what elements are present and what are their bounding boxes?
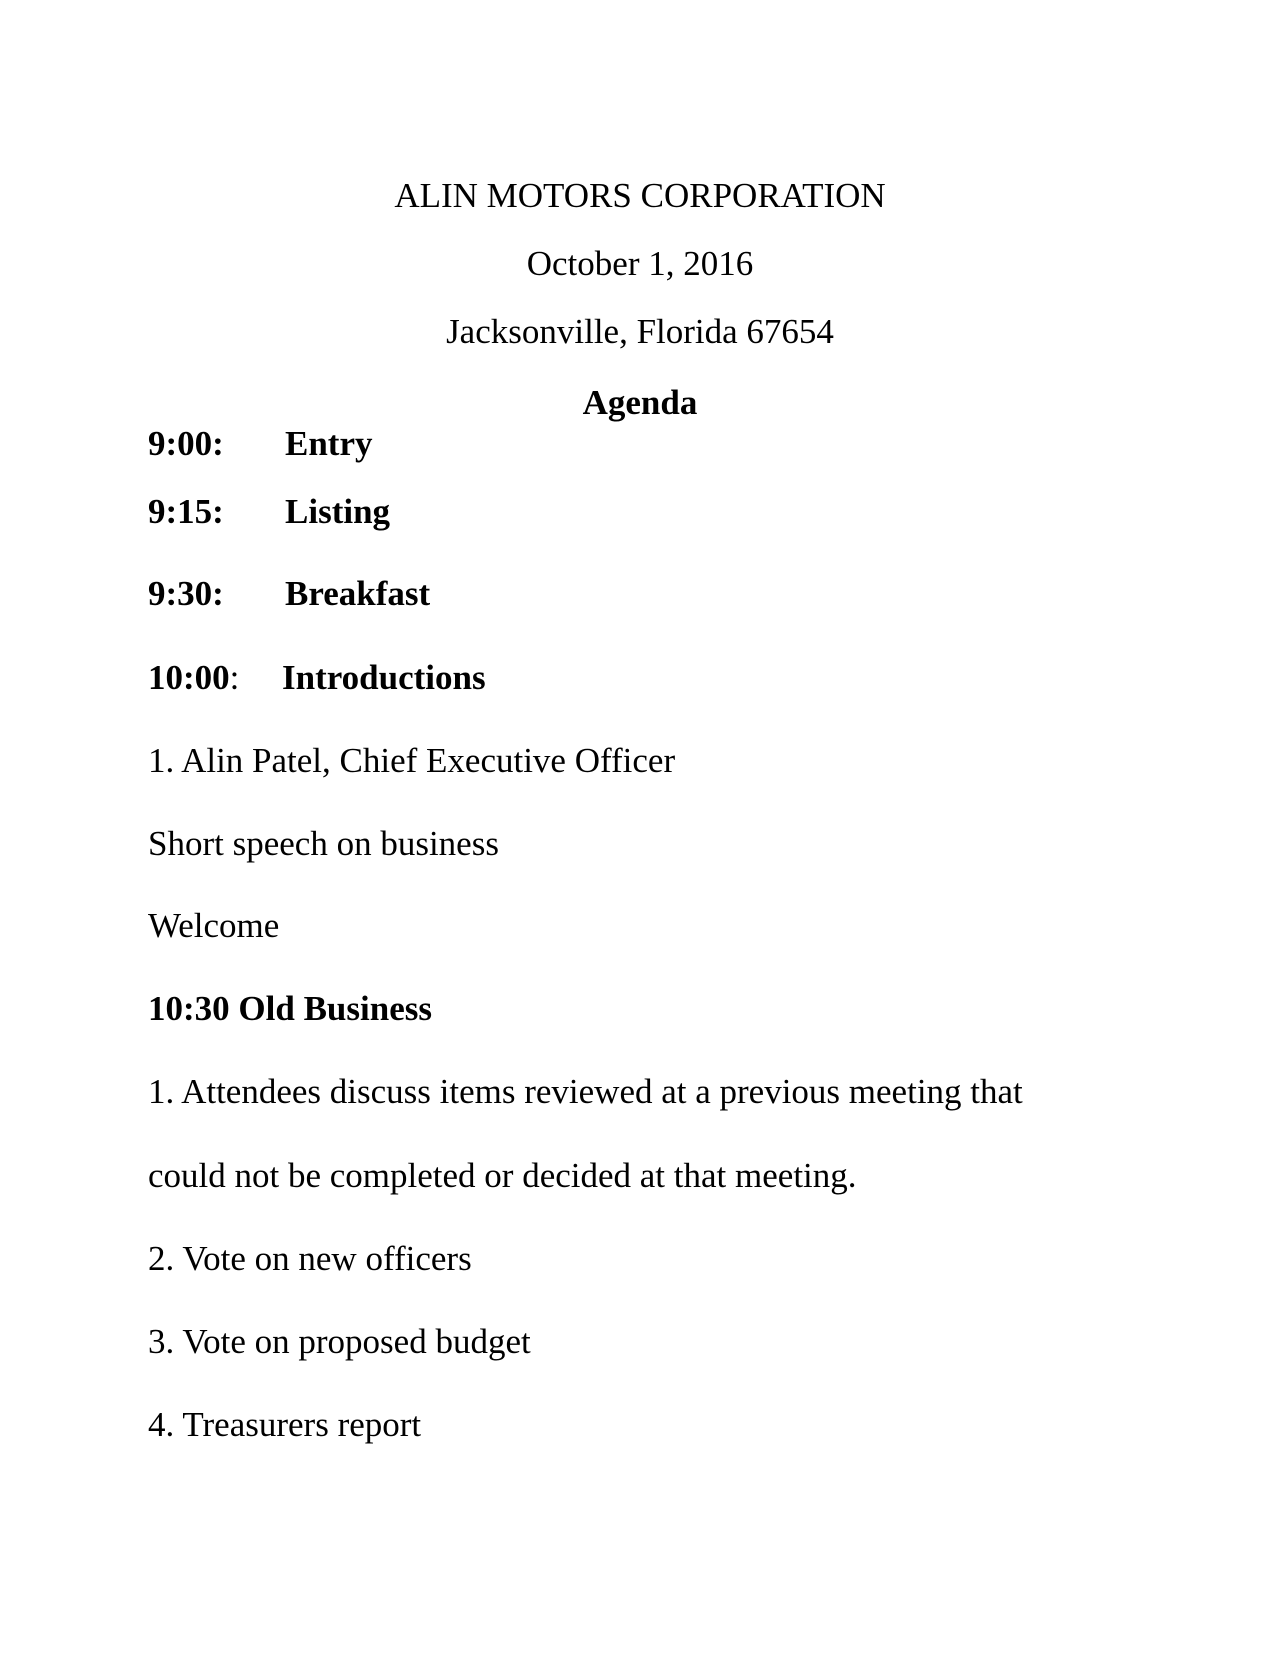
schedule-item: Introductions bbox=[282, 658, 486, 697]
schedule-time-value: 10:00 bbox=[148, 658, 230, 697]
old-business-item: 1. Attendees discuss items reviewed at a previous meeting that bbox=[148, 1072, 1023, 1111]
meeting-location: Jacksonville, Florida 67654 bbox=[446, 312, 834, 351]
schedule-time-colon: : bbox=[229, 658, 240, 697]
old-business-heading: 10:30 Old Business bbox=[148, 989, 432, 1028]
intro-line: Short speech on business bbox=[148, 824, 499, 863]
schedule-time: 9:15: bbox=[148, 492, 224, 531]
company-name: ALIN MOTORS CORPORATION bbox=[394, 176, 886, 215]
meeting-date: October 1, 2016 bbox=[526, 244, 754, 283]
schedule-item: Entry bbox=[285, 424, 373, 463]
schedule-item: Listing bbox=[285, 492, 391, 531]
schedule-row-listing bbox=[148, 494, 390, 529]
old-business-item: could not be completed or decided at that meeting. bbox=[148, 1156, 857, 1195]
intro-line: Welcome bbox=[148, 906, 280, 945]
old-business-item: 2. Vote on new officers bbox=[148, 1239, 472, 1278]
schedule-item: Breakfast bbox=[285, 574, 431, 613]
intro-speaker: 1. Alin Patel, Chief Executive Officer bbox=[148, 741, 676, 780]
schedule-row-entry bbox=[148, 426, 373, 461]
schedule-time bbox=[148, 660, 282, 695]
schedule-time: 9:00: bbox=[148, 424, 224, 463]
old-business-item: 3. Vote on proposed budget bbox=[148, 1322, 531, 1361]
schedule-row-breakfast bbox=[148, 576, 430, 611]
schedule-row-introductions bbox=[148, 660, 486, 695]
old-business-item: 4. Treasurers report bbox=[148, 1405, 422, 1444]
schedule-time: 9:30: bbox=[148, 574, 224, 613]
agenda-title: Agenda bbox=[582, 383, 698, 422]
